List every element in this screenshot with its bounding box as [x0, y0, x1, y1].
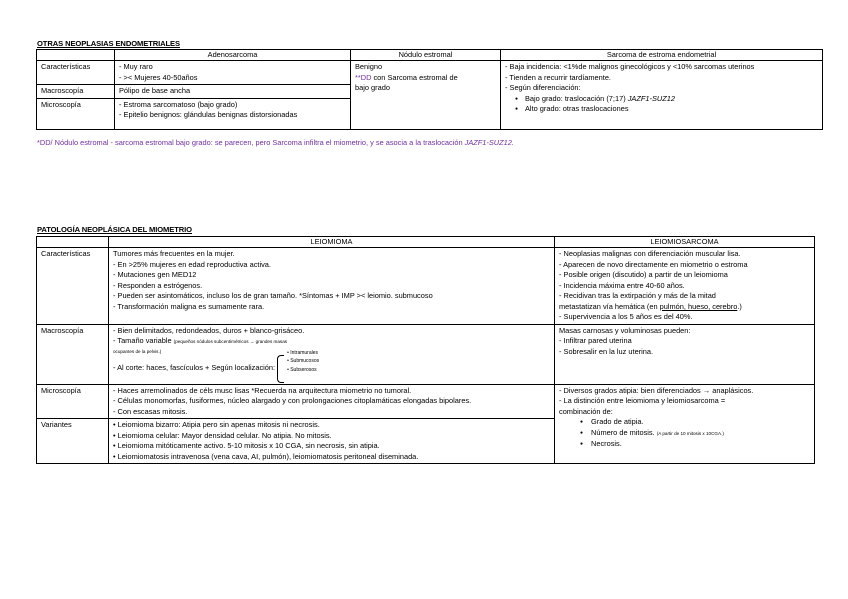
leio-var-1: • Leiomioma bizarro: Atipia pero sin apenas mitosis ni necrosis. — [113, 420, 320, 429]
sarcoma-bullet-2: ● Alto grado: otras traslocaciones — [505, 104, 818, 115]
leio-macroscopia — [109, 324, 555, 384]
adeno-microscopia — [115, 98, 351, 129]
nodulo-line-2 — [355, 73, 496, 84]
row-label-caracteristicas: Características — [37, 248, 109, 325]
header-adenosarcoma: Adenosarcoma — [115, 50, 351, 61]
nodulo-line-2-text: con Sarcoma estromal de — [371, 72, 458, 82]
sarc-micro-2: - La distinción entre leiomioma y leiomiosarcoma = — [559, 396, 726, 405]
header-sarcoma-estroma: Sarcoma de estroma endometrial — [501, 50, 823, 61]
row-label-microscopia: Microscopía — [37, 384, 109, 419]
leio-micro-2: - Células monomorfas, fusiformes, núcleo alargado y con prolongaciones citoplamáticas elongadas bipolares. — [113, 396, 472, 405]
leio-car-6: - Transformación maligna es sumamente rara. — [113, 301, 265, 311]
table-row — [37, 248, 815, 325]
sarc-microscopia — [555, 384, 815, 464]
leio-macro-2-small: (pequeños nódulos subcentimétricos → grandes masas — [173, 339, 288, 344]
adeno-micro-1: - Estroma sarcomatoso (bajo grado) — [119, 99, 238, 109]
row-label-caracteristicas: Características — [37, 61, 115, 85]
sarc-car-4: - Incidencia máxima entre 40-60 años. — [559, 280, 685, 290]
nodulo-line-1: Benigno — [355, 62, 383, 71]
empty-header — [37, 50, 115, 61]
table-row — [37, 384, 815, 419]
leio-var-4: • Leiomiomatosis intravenosa (vena cava, AI, pulmón), leiomiomatosis peritoneal diseminada. — [113, 451, 419, 461]
gene-fusion: JAZF1-SUZ12 — [627, 93, 675, 103]
leio-car-5: - Pueden ser asintomáticos, incluso los de gran tamaño. *Síntomas + IMP >< leiomio. submucoso — [113, 291, 433, 300]
leio-var-3: • Leiomioma mitóticamente activo. 5-10 mitosis x 10 CGA, sin necrosis, sin atipia. — [113, 441, 380, 450]
sarcoma-bullet-1 — [505, 94, 818, 105]
adeno-macroscopia: Pólipo de base ancha — [115, 85, 351, 99]
list-item: • Intramurales — [287, 349, 319, 356]
sarcoma-bullet-1-text: Bajo grado: traslocación (7;17) — [525, 93, 628, 103]
empty-header — [37, 237, 109, 248]
section2-title: PATOLOGÍA NEOPLÁSICA DEL MIOMETRIO — [37, 225, 192, 234]
sarcoma-line-2: - Tienden a recurrir tardíamente. — [505, 72, 611, 82]
sarc-car-5: - Recidivan tras la extirpación y más de la mitad — [559, 291, 716, 300]
sarc-macro-3: - Sobresalir en la luz uterina. — [559, 346, 654, 356]
sarc-car-3: - Posible origen (discutido) a partir de un leiomioma — [559, 270, 728, 279]
sarc-micro-bullet-3: ● Necrosis. — [559, 439, 810, 450]
nodulo-line-3: bajo grado — [355, 83, 390, 92]
leio-macro-3: ocupantes de la pelvis.) — [113, 348, 162, 354]
leio-car-2: - En >25% mujeres en edad reproductiva activa. — [113, 259, 271, 269]
header-leiomiosarcoma: LEIOMIOSARCOMA — [555, 237, 815, 248]
table-row — [37, 61, 823, 85]
sarc-micro-bullet-2-text: Número de mitosis. — [591, 427, 657, 437]
metastasis-sites: pulmón, hueso, cerebro — [659, 301, 738, 311]
leio-variantes — [109, 419, 555, 464]
localization-list — [287, 349, 319, 375]
leio-macro-1: - Bien delimitados, redondeados, duros + blanco-grisáceo. — [113, 325, 305, 335]
row-label-macroscopia: Macroscopía — [37, 85, 115, 99]
leio-microscopia — [109, 384, 555, 419]
sarcoma-cell — [501, 61, 823, 130]
myometrium-neoplasms-table — [36, 236, 815, 464]
leio-var-2: • Leiomioma celular: Mayor densidad celular. No atipia. No mitosis. — [113, 430, 332, 440]
leio-macro-4: - Al corte: haces, fascículos + Según localización: — [113, 363, 276, 373]
sarc-car-2: - Aparecen de novo directamente en miometrio o estroma — [559, 259, 748, 269]
row-label-variantes: Variantes — [37, 419, 109, 464]
sarc-macro-1: Masas carnosas y voluminosas pueden: — [559, 325, 691, 335]
row-label-macroscopia: Macroscopía — [37, 324, 109, 384]
sarc-micro-bullet-2-small: (A partir de 10 mitosis x 10CGA.) — [656, 430, 724, 436]
section1-title: OTRAS NEOPLASIAS ENDOMETRIALES — [37, 39, 180, 48]
adeno-micro-2: - Epitelio benignos: glándulas benignas distorsionadas — [119, 110, 298, 119]
sarc-macro-2: - Infiltrar pared uterina — [559, 336, 632, 345]
leio-micro-3: - Con escasas mitosis. — [113, 406, 188, 416]
curly-brace-icon — [277, 355, 284, 383]
sarc-micro-1: - Diversos grados atipia: bien diferenciados → anaplásicos. — [559, 385, 754, 395]
dd-footnote — [37, 138, 514, 147]
dd-footnote-gene: JAZF1-SUZ12. — [464, 138, 514, 147]
endometrial-neoplasms-table — [36, 49, 823, 130]
row-label-microscopia: Microscopía — [37, 98, 115, 129]
sarc-caracteristicas — [555, 248, 815, 325]
dd-footnote-text: *DD/ Nódulo estromal - sarcoma estromal bajo grado: se parecen, pero Sarcoma infiltra el miometrio, y se asocia a la traslocación — [37, 138, 465, 147]
list-item: • Subserosos — [287, 366, 317, 373]
leio-car-3: - Mutaciones gen MED12 — [113, 270, 197, 279]
table-row — [37, 324, 815, 384]
sarc-micro-bullet-1: ● Grado de atipia. — [559, 417, 810, 428]
sarc-car-6-end: .) — [737, 301, 742, 311]
sarc-macroscopia — [555, 324, 815, 384]
header-nodulo-estromal: Nódulo estromal — [351, 50, 501, 61]
leio-macro-2 — [113, 336, 550, 348]
list-item: • Submucosos — [287, 358, 320, 365]
header-leiomioma: LEIOMIOMA — [109, 237, 555, 248]
adeno-caracteristicas — [115, 61, 351, 85]
leio-car-4: - Responden a estrógenos. — [113, 280, 203, 290]
leio-micro-1: - Haces arremolinados de céls musc lisas *Recuerda na arquitectura miometrio no tumoral. — [113, 385, 412, 395]
sarc-car-6 — [559, 302, 810, 313]
nodulo-cell — [351, 61, 501, 130]
sarc-car-6-text: metastatizan vía hemática (en — [559, 301, 660, 311]
table-header-row — [37, 237, 815, 248]
sarc-micro-bullet-2 — [559, 428, 810, 440]
leio-caracteristicas — [109, 248, 555, 325]
leio-macro-2-text: - Tamaño variable — [113, 336, 174, 345]
adeno-car-2: - >< Mujeres 40-50años — [119, 72, 198, 82]
adeno-car-1: - Muy raro — [119, 62, 153, 71]
sarcoma-line-1: - Baja incidencia: <1%de malignos ginecológicos y <10% sarcomas uterinos — [505, 62, 755, 71]
sarc-micro-3: combinación de: — [559, 406, 613, 416]
table-header-row — [37, 50, 823, 61]
leio-car-1: Tumores más frecuentes en la mujer. — [113, 249, 235, 258]
sarcoma-line-3: - Según diferenciación: — [505, 83, 581, 92]
sarc-car-1: - Neoplasias malignas con diferenciación muscular lisa. — [559, 249, 741, 258]
sarc-car-7: - Supervivencia a los 5 años es del 40%. — [559, 312, 693, 321]
dd-marker: **DD — [355, 72, 372, 82]
